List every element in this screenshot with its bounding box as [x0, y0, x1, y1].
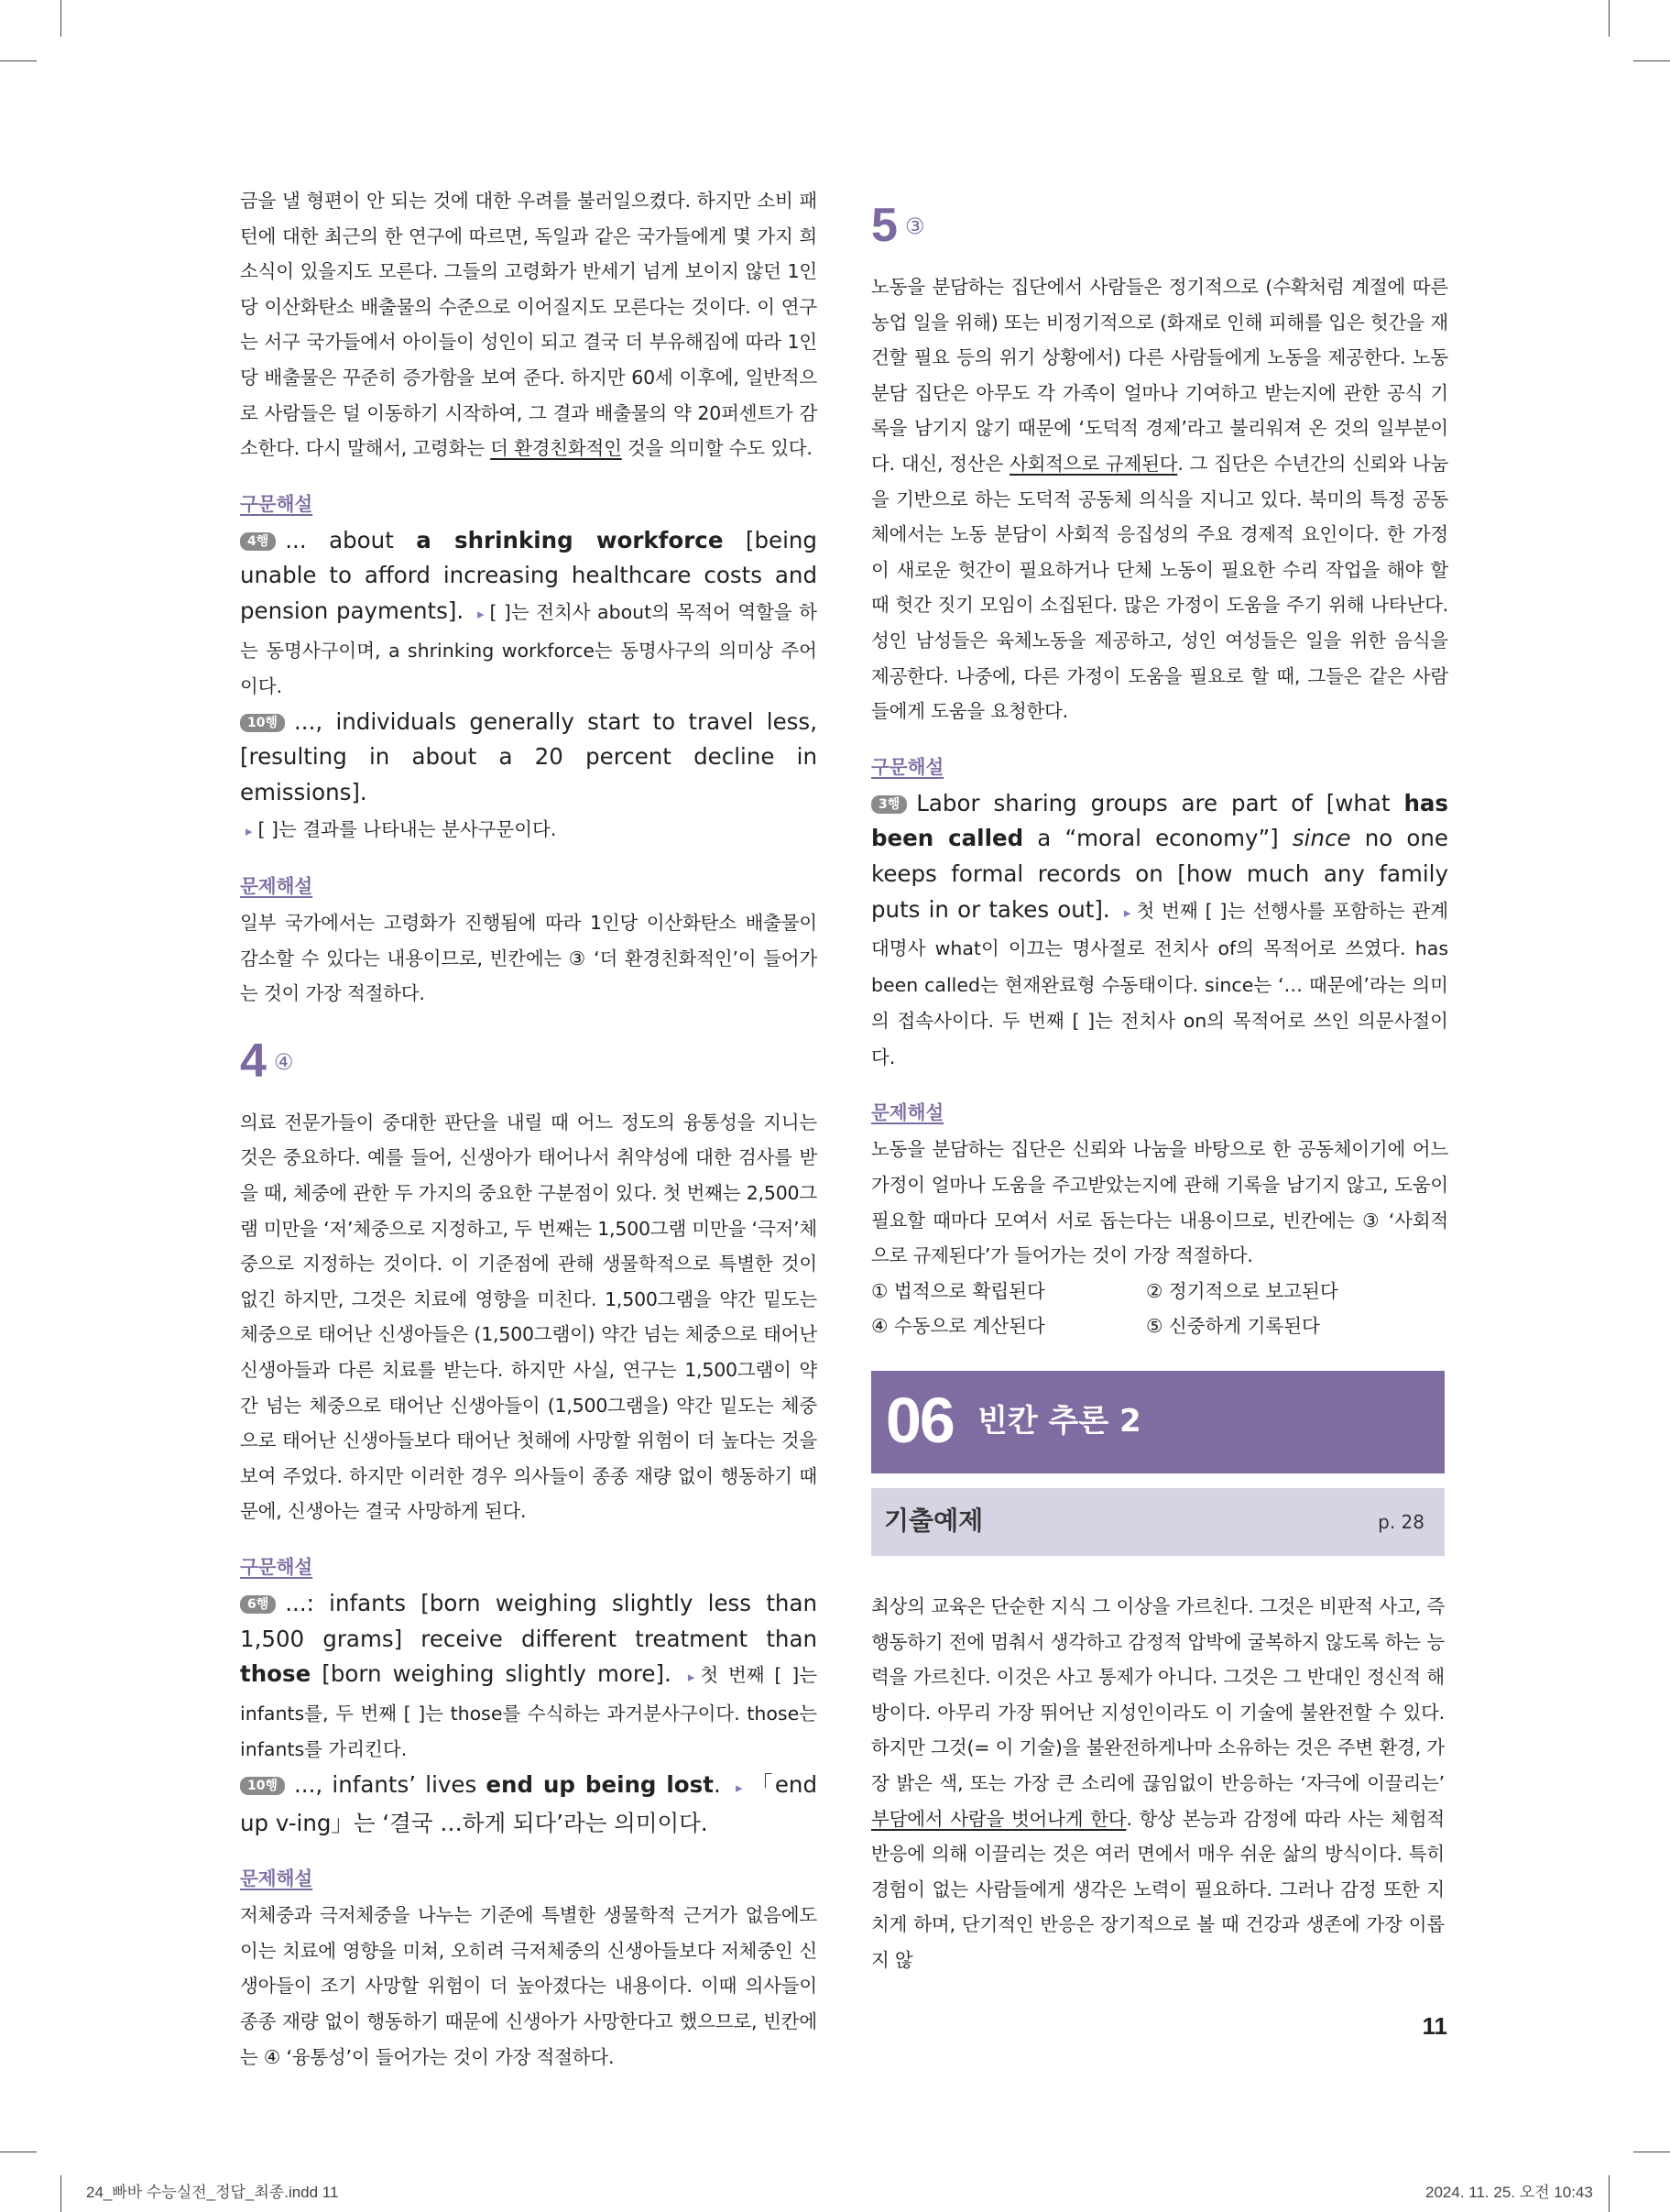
note-text: ...: infants [born weighing slightly less than 1,500 grams] receive different treatment than — [240, 1590, 817, 1652]
underlined-answer: 사회적으로 규제된다 — [1009, 452, 1178, 475]
grammar-note — [240, 705, 817, 849]
question-number: 5 — [871, 199, 898, 252]
paragraph-text: 최상의 교육은 단순한 지식 그 이상을 가르친다. 그것은 비판적 사고, 즉 행동하기 전에 멈춰서 생각하고 감정적 압박에 굴복하지 않도록 하는 능력을 가르친다. 이것은 사고 통제가 아니다. 그것은 그 반대인 정신적 해방이다. 아무리 가장 뛰어난 지성인이라도 이 기술에 불완전할 수 있다. 하지만 그것(= 이 기술)을 불완전하게나마 소유하는 것은 주변 환경, 가장 밝은 색, 또는 가장 큰 소리에 끊임없이 반응하는 ‘자극에 이끌리는’ — [871, 1595, 1445, 1794]
note-text: Labor sharing groups are part of [what — [916, 789, 1404, 816]
paragraph-text: . 항상 본능과 감정에 따라 사는 체험적 반응에 의해 이끌리는 것은 여러 면에서 매우 쉬운 삶의 방식이다. 특히 경험이 없는 사람들에게 생각은 노력이 필요하다. 그러나 감정 또한 지치게 하며, 단기적인 반응은 장기적으로 볼 때 건강과 생존에 가장 이롭지 않 — [871, 1807, 1445, 1971]
crop-mark — [1633, 60, 1670, 61]
note-text: ..., individuals generally start to travel less, [resulting in about a 20 percent decline in emissions]. — [240, 707, 817, 805]
option-item: ① 법적으로 확립된다 — [871, 1279, 1045, 1302]
paragraph-text: 것을 의미할 수도 있다. — [621, 437, 813, 460]
question-header-4 — [240, 1035, 817, 1098]
paragraph-text: 노동을 분담하는 집단에서 사람들은 정기적으로 (수확처럼 계절에 따른 농업 일을 위해) 또는 비정기적으로 (화재로 인해 피해를 입은 헛간을 재건할 필요 등의 위기 상황에서) 다른 사람들에게 노동을 제공한다. 노동 분담 집단은 아무도 각 가족이 얼마나 기여하고 받는지에 관한 공식 기록을 남기지 않기 때문에 ‘도덕적 경제’라고 불리워져 온 것의 일부분이다. 대신, 정산은 — [871, 276, 1448, 475]
line-badge: 10행 — [240, 714, 285, 732]
option-item: ② 정기적으로 보고된다 — [1146, 1279, 1338, 1302]
note-korean: [ ]는 결과를 나타내는 분사구문이다. — [257, 817, 557, 840]
crop-mark — [1609, 2175, 1610, 2212]
line-badge: 6행 — [240, 1595, 276, 1614]
line-badge: 4행 — [240, 532, 276, 551]
example-page-ref: p. 28 — [1378, 1511, 1424, 1533]
note-korean: [ ]는 전치사 about의 목적어 역할을 하는 동명사구이며, a shrinking workforce는 동명사구의 의미상 주어이다. — [240, 600, 817, 698]
answer-mark: ④ — [273, 1048, 294, 1075]
translation-paragraph — [871, 269, 1448, 729]
note-text: no one keeps formal records on [how much any family puts in or takes out]. — [871, 825, 1448, 923]
chapter-title: 빈칸 추론 2 — [977, 1403, 1141, 1440]
arrow-icon: ▸ — [246, 822, 253, 839]
question-number: 4 — [240, 1034, 267, 1088]
crop-mark — [1609, 0, 1610, 37]
note-korean: 첫 번째 [ ]는 선행사를 포함하는 관계대명사 what이 이끄는 명사절로 전치사 of의 목적어로 쓰였다. has been called는 현재완료형 수동태이다. since는 ‘… 때문에’라는 의미의 접속사이다. 두 번째 [ ]는 전치사 on의 목적어로 쓰인 의문사절이다. — [871, 899, 1448, 1068]
crop-mark — [0, 60, 37, 61]
note-text: . — [713, 1770, 721, 1798]
explanation-text: 일부 국가에서는 고령화가 진행됨에 따라 1인당 이산화탄소 배출물이 감소할 수 있다는 내용이므로, 빈칸에는 ③ ‘더 환경친화적인’이 들어가는 것이 가장 적절하다. — [240, 912, 817, 1005]
note-text: 「end up v-ing」는 ‘결국 …하게 되다’라는 의미이다. — [240, 1770, 817, 1836]
option-item: ⑤ 신중하게 기록된다 — [1146, 1315, 1320, 1338]
section-label-munje: 문제해설 — [240, 1867, 313, 1890]
paragraph-text: 금을 낼 형편이 안 되는 것에 대한 우려를 불러일으켰다. 하지만 소비 패턴에 대한 최근의 한 연구에 따르면, 독일과 같은 국가들에게 몇 가지 희소식이 있을지도 모른다. 그들의 고령화가 반세기 넘게 보이지 않던 1인당 이산화탄소 배출물의 수준으로 이어질지도 모른다는 것이다. 이 연구는 서구 국가들에서 아이들이 성인이 되고 결국 더 부유해짐에 따라 1인당 배출물은 꾸준히 증가함을 보여 준다. 하지만 60세 이후에, 일반적으로 사람들은 덜 이동하기 시작하여, 그 결과 배출물의 약 20퍼센트가 감소한다. 다시 말해서, 고령화는 — [240, 190, 817, 460]
underlined-answer: 더 환경친화적인 — [490, 437, 622, 460]
example-band — [871, 1488, 1445, 1556]
bold-phrase: end up being lost — [486, 1770, 714, 1798]
translation-paragraph: 의료 전문가들이 중대한 판단을 내릴 때 어느 정도의 융통성을 지니는 것은 중요하다. 예를 들어, 신생아가 태어나서 취약성에 대한 검사를 받을 때, 체중에 관한 두 가지의 중요한 구분점이 있다. 첫 번째는 2,500그램 미만을 ‘저’체중으로 지정하고, 두 번째는 1,500그램 미만을 ‘극저’체중으로 지정하는 것이다. 이 기준점에 관해 생물학적으로 특별한 것이 없긴 하지만, 그것은 치료에 영향을 미친다. 1,500그램을 약간 밑도는 체중으로 태어난 신생아들은 (1,500그램이) 약간 넘는 체중으로 태어난 신생아들과 다른 치료를 받는다. 하지만 사실, 연구는 1,500그램이 약간 넘는 체중으로 태어난 신생아들이 (1,500그램을) 약간 밑도는 체중으로 태어난 신생아들보다 태어난 첫해에 사망할 위험이 더 높다는 것을 보여 주었다. 하지만 이러한 경우 의사들이 종종 재량 없이 행동하기 때문에, 신생아는 결국 사망하게 된다. — [240, 1111, 817, 1523]
line-badge: 3행 — [871, 795, 907, 814]
note-korean: 첫 번째 [ ]는 infants를, 두 번째 [ ]는 those를 수식하는 과거분사구이다. those는 infants를 가리킨다. — [240, 1664, 818, 1761]
note-text: ..., infants’ lives — [294, 1770, 486, 1798]
example-label: 기출예제 — [884, 1506, 984, 1536]
crop-mark — [60, 0, 61, 37]
passage-text — [871, 1589, 1445, 1978]
note-text: ... about — [285, 526, 417, 553]
line-badge: 10행 — [240, 1777, 285, 1795]
slug-filename: 24_빠바 수능실전_정답_최종.indd 11 — [86, 2184, 339, 2201]
grammar-note — [871, 786, 1448, 1076]
right-column — [871, 200, 1448, 1344]
arrow-icon: ▸ — [687, 1669, 695, 1686]
bold-phrase: has been called — [871, 789, 1448, 852]
page-number: 11 — [1422, 2012, 1447, 2040]
answer-mark: ③ — [904, 214, 925, 239]
grammar-note — [240, 1768, 817, 1841]
chapter-number: 06 — [886, 1385, 954, 1456]
note-text: a “moral economy”] — [1023, 825, 1293, 852]
grammar-note — [240, 523, 817, 705]
arrow-icon: ▸ — [476, 605, 485, 622]
paragraph-text: . 그 집단은 수년간의 신뢰와 나눔을 기반으로 하는 도덕적 공동체 의식을 지니고 있다. 북미의 특정 공동체에서는 노동 분담이 사회적 응집성의 주요 경제적 요인이다. 한 가정이 새로운 헛간이 필요하거나 단체 노동이 필요한 수리 작업을 해야 할 때 헛간 짓기 모임이 소집된다. 많은 가정이 도움을 주기 위해 나타난다. 성인 남성들은 육체노동을 제공하고, 성인 여성들은 일을 위한 음식을 제공한다. 나중에, 다른 가정이 도움을 필요로 할 때, 그들은 같은 사람들에게 도움을 요청한다. — [871, 452, 1448, 723]
section-label-gumun: 구문해설 — [240, 492, 313, 515]
crop-mark — [60, 2175, 61, 2212]
bold-phrase: a shrinking workforce — [416, 526, 724, 553]
section-label-munje: 문제해설 — [240, 875, 313, 898]
note-text: [being unable to afford increasing healthcare costs and pension payments]. — [240, 526, 817, 624]
bold-phrase: those — [240, 1660, 311, 1688]
section-label-munje: 문제해설 — [871, 1101, 944, 1124]
explanation-text: 저체중과 극저체중을 나누는 기준에 특별한 생물학적 근거가 없음에도 이는 치료에 영향을 미쳐, 오히려 극저체중의 신생아들보다 저체중인 신생아들이 조기 사망할 위험이 더 높아졌다는 내용이다. 이때 의사들이 종종 재량 없이 행동하기 때문에 신생아가 사망한다고 했으므로, 빈칸에는 ④ ‘융통성’이 들어가는 것이 가장 적절하다. — [240, 1904, 817, 2068]
example-passage — [871, 1589, 1445, 1978]
continued-paragraph — [240, 183, 817, 466]
arrow-icon: ▸ — [1123, 903, 1131, 921]
explanation-text: 노동을 분담하는 집단은 신뢰와 나눔을 바탕으로 한 공동체이기에 어느 가정이 얼마나 도움을 주고받았는지에 관해 기록을 남기지 않고, 도움이 필요할 때마다 모여서 서로 돕는다는 내용이므로, 빈칸에는 ③ ‘사회적으로 규제된다’가 들어가는 것이 가장 적절하다. — [871, 1138, 1448, 1267]
section-label-gumun: 구문해설 — [871, 755, 944, 778]
grammar-note — [240, 1586, 817, 1768]
question-header-5 — [871, 200, 1448, 262]
left-column — [240, 183, 817, 2075]
option-item: ④ 수동으로 계산된다 — [871, 1315, 1045, 1338]
arrow-icon: ▸ — [735, 1779, 743, 1796]
slug-date: 2024. 11. 25. 오전 10:43 — [1425, 2184, 1593, 2201]
note-text: [born weighing slightly more]. — [311, 1660, 671, 1688]
underlined-answer: 부담에서 사람을 벗어나게 한다 — [871, 1807, 1127, 1830]
section-label-gumun: 구문해설 — [240, 1556, 313, 1578]
answer-options — [871, 1274, 1448, 1344]
chapter-band — [871, 1371, 1445, 1473]
italic-word: since — [1292, 825, 1351, 852]
